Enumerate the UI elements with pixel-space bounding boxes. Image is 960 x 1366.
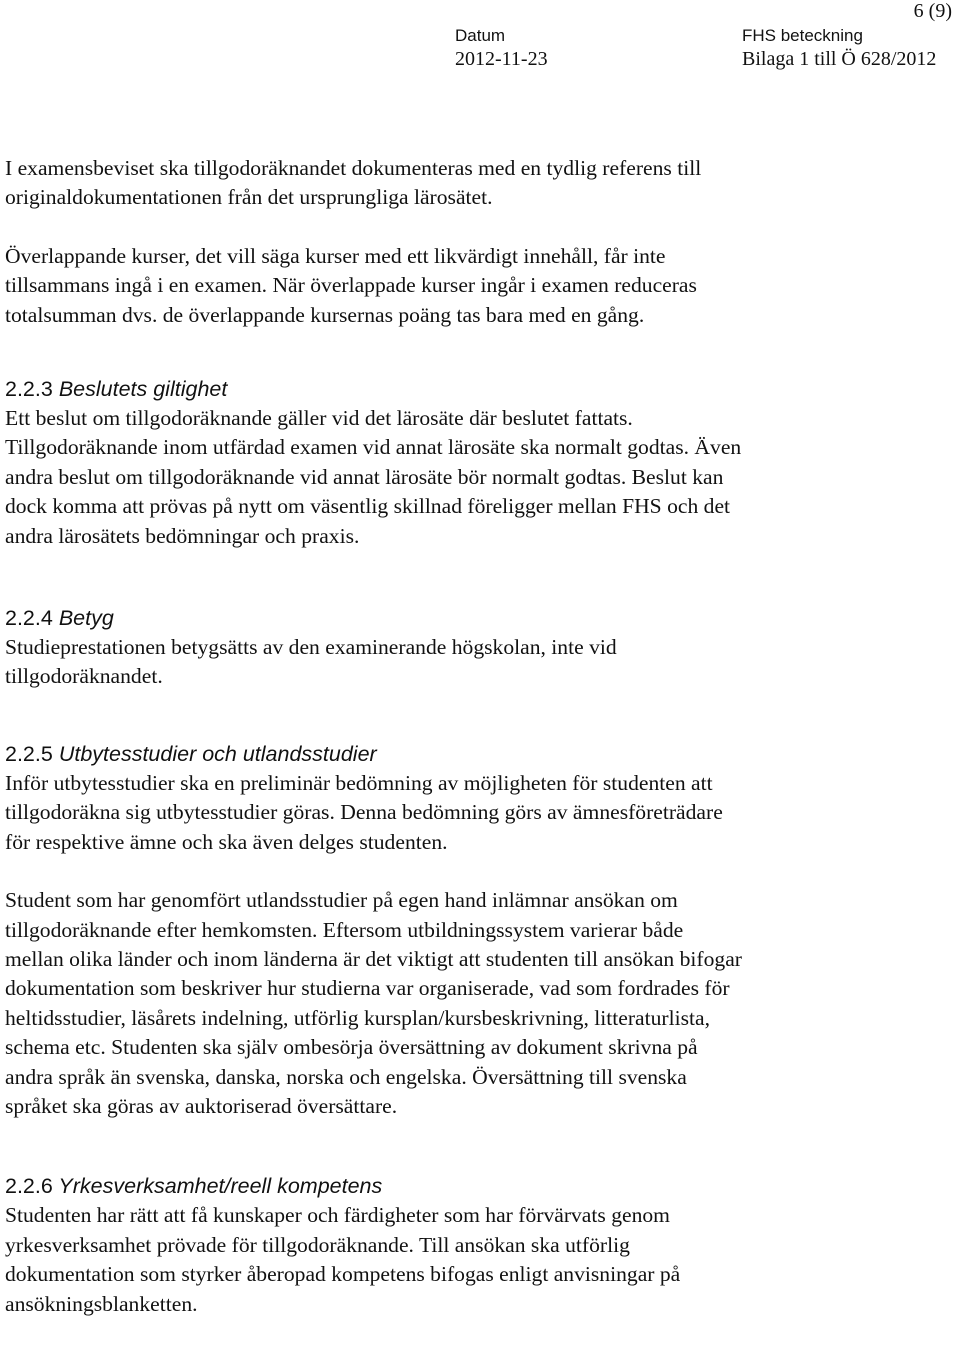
section-number: 2.2.4 <box>5 606 53 631</box>
section-number: 2.2.3 <box>5 377 53 402</box>
header-date-block <box>455 25 548 71</box>
section-heading-2-2-5 <box>5 739 955 769</box>
section-number: 2.2.6 <box>5 1174 53 1199</box>
header-reference-label: FHS beteckning <box>742 26 863 45</box>
paragraph-overlapping-courses: Överlappande kurser, det vill säga kurser med ett likvärdigt innehåll, får inte tillsammans ingå i en examen. När överlappade kurser ingår i examen reduceras totalsumman dvs. de överlappande kursernas poäng tas bara med en gång. <box>5 243 697 327</box>
paragraph-exchange-studies: Inför utbytesstudier ska en preliminär bedömning av möjligheten för studenten att tillgodoräkna sig utbytesstudier göras. Denna bedömning görs av ämnesföreträdare för respektive ämne och ska även delges studenten. <box>5 770 723 854</box>
spacer <box>5 330 955 374</box>
paragraph-exam-documentation: I examensbeviset ska tillgodoräknandet dokumenteras med en tydlig referens till originaldokumentationen från det ursprungliga lärosätet. <box>5 156 702 210</box>
header-date-label: Datum <box>455 26 506 45</box>
header-reference-block <box>742 25 936 71</box>
section-title: Yrkesverksamhet/reell kompetens <box>58 1174 383 1199</box>
paragraph-grades: Studieprestationen betygsätts av den examinerande högskolan, inte vid tillgodoräknandet. <box>5 635 617 689</box>
spacer <box>5 213 955 242</box>
spacer <box>5 857 955 886</box>
section-title: Betyg <box>58 606 114 631</box>
paragraph-decision-validity: Ett beslut om tillgodoräknande gäller vid det lärosäte där beslutet fattats. Tillgodoräknande inom utfärdad examen vid annat lärosäte ska normalt godtas. Även andra beslut om tillgodoräknande vid annat lärosäte bör normalt godtas. Beslut kan dock komma att prövas på nytt om väsentlig skillnad föreligger mellan FHS och det andra lärosätets bedömningar och praxis. <box>5 406 742 548</box>
section-heading-2-2-3 <box>5 374 955 404</box>
paragraph-studies-abroad: Student som har genomfört utlandsstudier på egen hand inlämnar ansökan om tillgodoräknande efter hemkomsten. Eftersom utbildningssystem varierar både mellan olika länder och inom länderna är det viktigt att studenten till ansökan bifogar dokumentation som beskriver hur studierna var organiserade, vad som fordrades för heltidsstudier, läsårets indelning, utförlig kursplan/kursbeskrivning, litteraturlista, schema etc. Studenten ska själv ombesörja översättning av dokument skrivna på andra språk än svenska, danska, norska och engelska. Översättning till svenska språket ska göras av auktoriserad översättare. <box>5 888 742 1118</box>
section-heading-2-2-6 <box>5 1171 955 1201</box>
spacer <box>5 1121 955 1171</box>
spacer <box>5 551 955 603</box>
section-heading-2-2-4 <box>5 603 955 633</box>
page-number: 6 (9) <box>913 0 952 22</box>
section-title: Beslutets giltighet <box>58 377 228 402</box>
section-number: 2.2.5 <box>5 741 53 766</box>
document-body <box>5 154 955 1319</box>
paragraph-work-experience: Studenten har rätt att få kunskaper och färdigheter som har förvärvats genom yrkesverksamhet prövade för tillgodoräknande. Till ansökan ska utförlig dokumentation som styrker åberopad kompetens bifogas enligt anvisningar på ansökningsblanketten. <box>5 1203 681 1316</box>
spacer <box>5 692 955 739</box>
header-date-value: 2012-11-23 <box>455 48 548 70</box>
header-reference-value: Bilaga 1 till Ö 628/2012 <box>742 48 937 70</box>
section-title: Utbytesstudier och utlandsstudier <box>58 741 377 766</box>
